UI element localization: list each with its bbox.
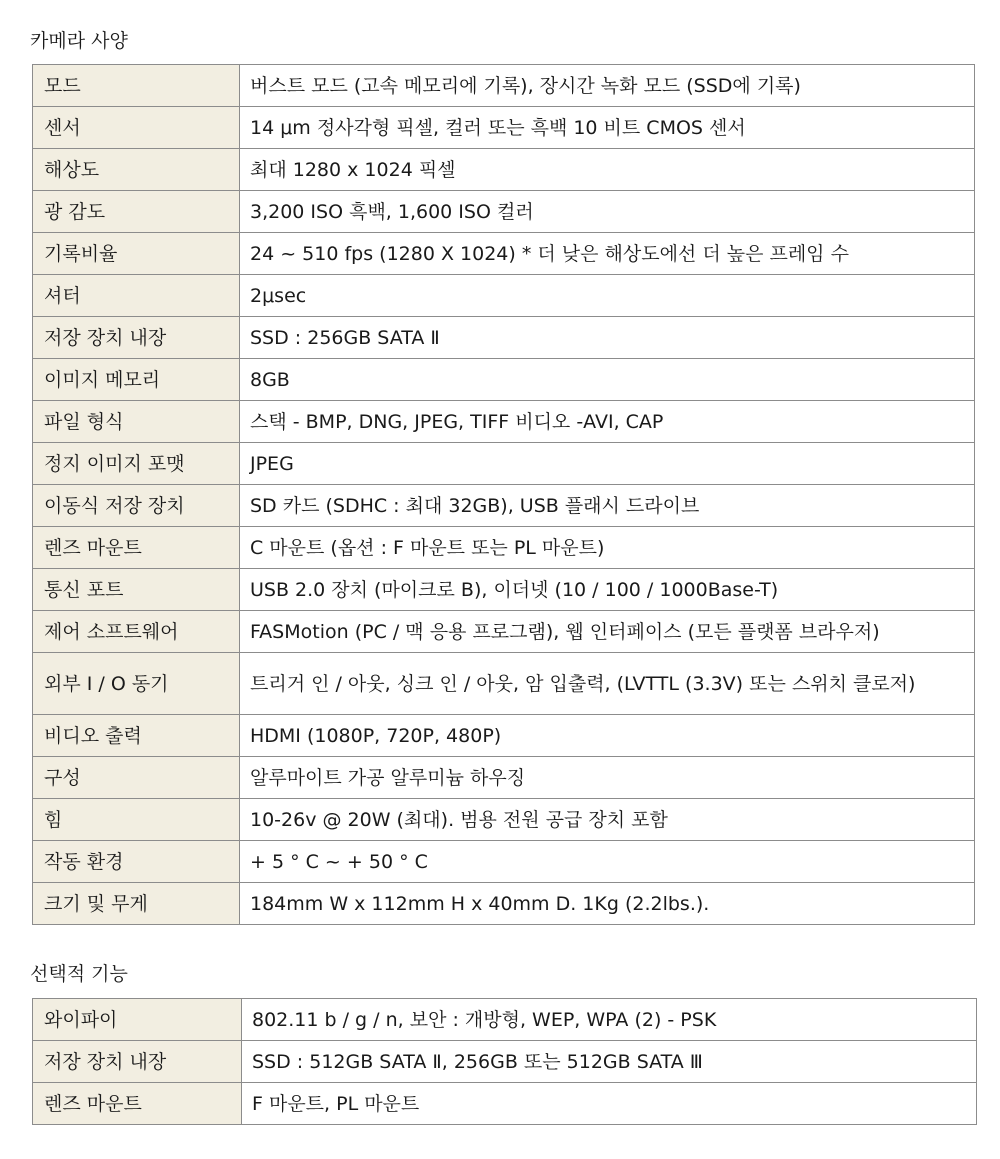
table-row: [33, 275, 975, 317]
table-row: [33, 883, 975, 925]
spec-value: 14 μm 정사각형 픽셀, 컬러 또는 흑백 10 비트 CMOS 센서: [240, 107, 975, 149]
table-row: [33, 569, 975, 611]
spec-value: 스택 - BMP, DNG, JPEG, TIFF 비디오 -AVI, CAP: [240, 401, 975, 443]
table-row: [33, 401, 975, 443]
spec-value: 2μsec: [240, 275, 975, 317]
spec-key: 셔터: [33, 275, 240, 317]
spec-value: SD 카드 (SDHC : 최대 32GB), USB 플래시 드라이브: [240, 485, 975, 527]
spec-key: 작동 환경: [33, 841, 240, 883]
spec-key: 파일 형식: [33, 401, 240, 443]
table-row: [33, 65, 975, 107]
table-row: [33, 443, 975, 485]
spec-value: SSD : 512GB SATA Ⅱ, 256GB 또는 512GB SATA Ⅲ: [242, 1041, 977, 1083]
table-row: [33, 1041, 977, 1083]
spec-value: 3,200 ISO 흑백, 1,600 ISO 컬러: [240, 191, 975, 233]
spec-key: 저장 장치 내장: [33, 1041, 242, 1083]
spec-key: 렌즈 마운트: [33, 1083, 242, 1125]
spec-key: 정지 이미지 포맷: [33, 443, 240, 485]
spec-key: 구성: [33, 757, 240, 799]
camera-spec-title: 카메라 사양: [30, 30, 128, 52]
table-row: [33, 485, 975, 527]
spec-value: SSD : 256GB SATA Ⅱ: [240, 317, 975, 359]
spec-key: 외부 I / O 동기: [33, 653, 240, 715]
spec-key: 비디오 출력: [33, 715, 240, 757]
spec-value: 10-26v @ 20W (최대). 범용 전원 공급 장치 포함: [240, 799, 975, 841]
spec-key: 와이파이: [33, 999, 242, 1041]
table-row: [33, 527, 975, 569]
spec-value: JPEG: [240, 443, 975, 485]
spec-key: 기록비율: [33, 233, 240, 275]
spec-value: + 5 ° C ~ + 50 ° C: [240, 841, 975, 883]
spec-key: 제어 소프트웨어: [33, 611, 240, 653]
spec-value: 184mm W x 112mm H x 40mm D. 1Kg (2.2lbs.).: [240, 883, 975, 925]
spec-value: 알루마이트 가공 알루미늄 하우징: [240, 757, 975, 799]
table-row: [33, 233, 975, 275]
table-row: [33, 841, 975, 883]
spec-value: 24 ~ 510 fps (1280 X 1024) * 더 낮은 해상도에선 더 높은 프레임 수: [240, 233, 975, 275]
spec-value: USB 2.0 장치 (마이크로 B), 이더넷 (10 / 100 / 1000Base-T): [240, 569, 975, 611]
optional-features-table: [32, 998, 977, 1125]
spec-key: 렌즈 마운트: [33, 527, 240, 569]
table-row: [33, 611, 975, 653]
spec-value: F 마운트, PL 마운트: [242, 1083, 977, 1125]
spec-key: 해상도: [33, 149, 240, 191]
table-row: [33, 653, 975, 715]
optional-features-title: 선택적 기능: [30, 963, 128, 985]
spec-key: 통신 포트: [33, 569, 240, 611]
spec-value: 트리거 인 / 아웃, 싱크 인 / 아웃, 암 입출력, (LVTTL (3.3V) 또는 스위치 클로저): [240, 653, 975, 715]
table-row: [33, 191, 975, 233]
table-row: [33, 715, 975, 757]
spec-key: 광 감도: [33, 191, 240, 233]
table-row: [33, 359, 975, 401]
spec-value: 최대 1280 x 1024 픽셀: [240, 149, 975, 191]
table-row: [33, 317, 975, 359]
spec-key: 이미지 메모리: [33, 359, 240, 401]
table-row: [33, 149, 975, 191]
table-row: [33, 757, 975, 799]
table-row: [33, 799, 975, 841]
table-row: [33, 999, 977, 1041]
table-row: [33, 1083, 977, 1125]
spec-value: C 마운트 (옵션 : F 마운트 또는 PL 마운트): [240, 527, 975, 569]
spec-value: FASMotion (PC / 맥 응용 프로그램), 웹 인터페이스 (모든 플랫폼 브라우저): [240, 611, 975, 653]
spec-key: 이동식 저장 장치: [33, 485, 240, 527]
spec-key: 힘: [33, 799, 240, 841]
spec-key: 크기 및 무게: [33, 883, 240, 925]
spec-value: 802.11 b / g / n, 보안 : 개방형, WEP, WPA (2) - PSK: [242, 999, 977, 1041]
table-row: [33, 107, 975, 149]
spec-value: 버스트 모드 (고속 메모리에 기록), 장시간 녹화 모드 (SSD에 기록): [240, 65, 975, 107]
spec-key: 센서: [33, 107, 240, 149]
camera-spec-table: [32, 64, 975, 925]
spec-value: HDMI (1080P, 720P, 480P): [240, 715, 975, 757]
spec-key: 모드: [33, 65, 240, 107]
spec-value: 8GB: [240, 359, 975, 401]
spec-key: 저장 장치 내장: [33, 317, 240, 359]
